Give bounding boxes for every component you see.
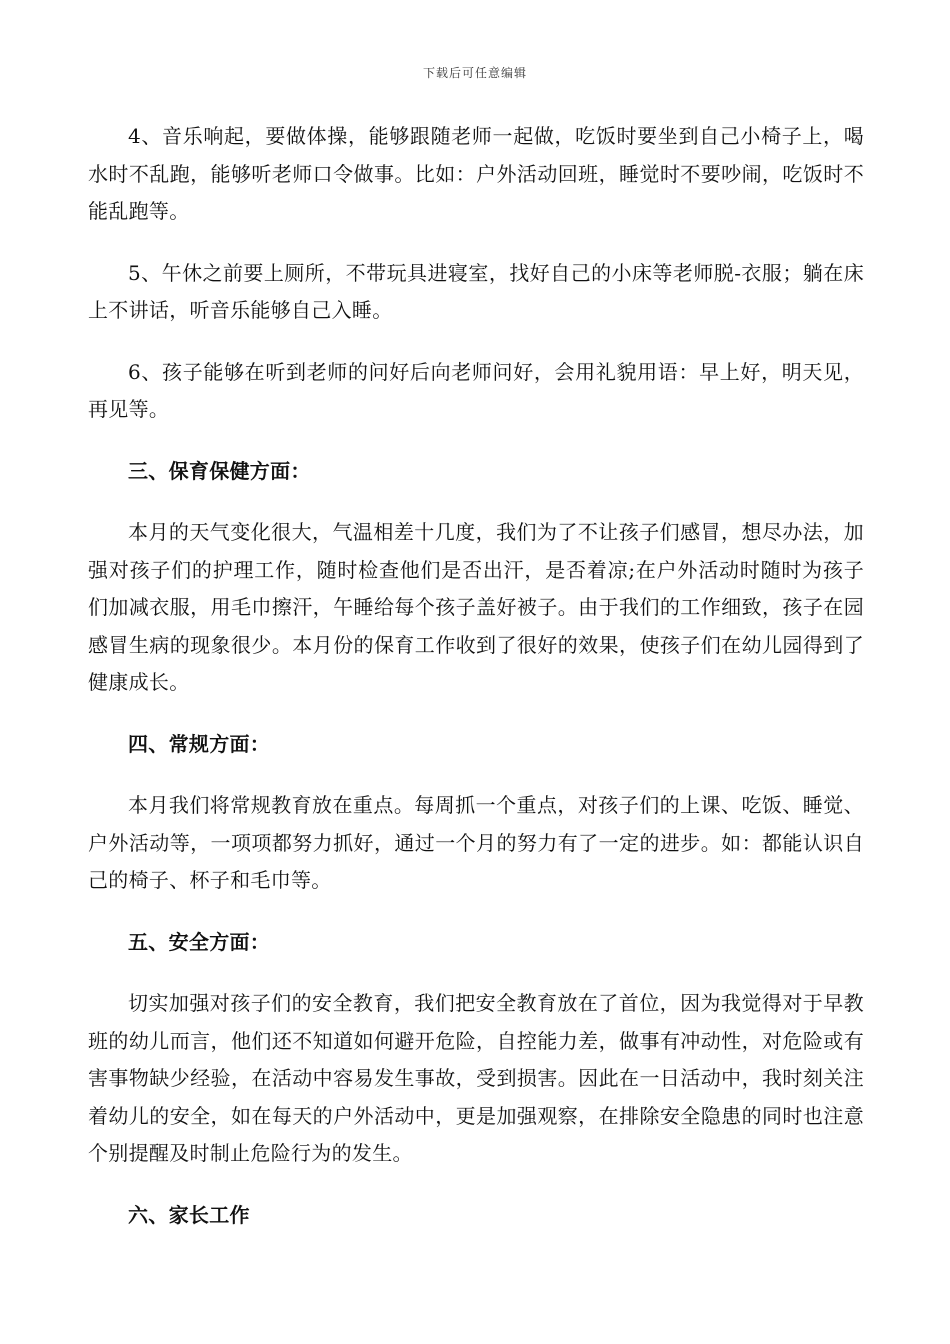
section-heading-safety: 五、安全方面： bbox=[128, 929, 271, 954]
section-heading-parents: 六、家长工作 bbox=[128, 1202, 250, 1227]
paragraph-routine: 本月我们将常规教育放在重点。每周抓一个重点，对孩子们的上课、吃饭、睡觉、户外活动等，一项项都努力抓好，通过一个月的努力有了一定的进步。如：都能认识自己的椅子、杯子和毛巾等。 bbox=[88, 793, 864, 892]
paragraph-item-4: 4、音乐响起，要做体操，能够跟随老师一起做，吃饭时要坐到自己小椅子上，喝水时不乱跑，能够听老师口令做事。比如：户外活动回班，睡觉时不要吵闹，吃饭时不能乱跑等。 bbox=[88, 124, 864, 223]
paragraph-item-5: 5、午休之前要上厕所，不带玩具进寝室，找好自己的小床等老师脱-衣服；躺在床上不讲话，听音乐能够自己入睡。 bbox=[88, 260, 864, 322]
document-body bbox=[88, 118, 864, 1258]
page-header: 下载后可任意编辑 bbox=[422, 66, 527, 80]
paragraph-childcare: 本月的天气变化很大，气温相差十几度，我们为了不让孩子们感冒，想尽办法，加强对孩子们的护理工作，随时检查他们是否出汗，是否着凉;在户外活动时随时为孩子们加减衣服，用毛巾擦汗，午睡给每个孩子盖好被子。由于我们的工作细致，孩子在园感冒生病的现象很少。本月份的保育工作收到了很好的效果，使孩子们在幼儿园得到了健康成长。 bbox=[88, 520, 864, 694]
paragraph-item-6: 6、孩子能够在听到老师的问好后向老师问好，会用礼貌用语：早上好，明天见，再见等。 bbox=[88, 359, 864, 421]
section-heading-routine: 四、常规方面： bbox=[128, 731, 271, 756]
section-heading-childcare: 三、保育保健方面： bbox=[128, 458, 311, 483]
paragraph-safety: 切实加强对孩子们的安全教育，我们把安全教育放在了首位，因为我觉得对于早教班的幼儿而言，他们还不知道如何避开危险，自控能力差，做事有冲动性，对危险或有害事物缺少经验，在活动中容易发生事故，受到损害。因此在一日活动中，我时刻关注着幼儿的安全，如在每天的户外活动中，更是加强观察，在排除安全隐患的同时也注意个别提醒及时制止危险行为的发生。 bbox=[88, 991, 864, 1165]
